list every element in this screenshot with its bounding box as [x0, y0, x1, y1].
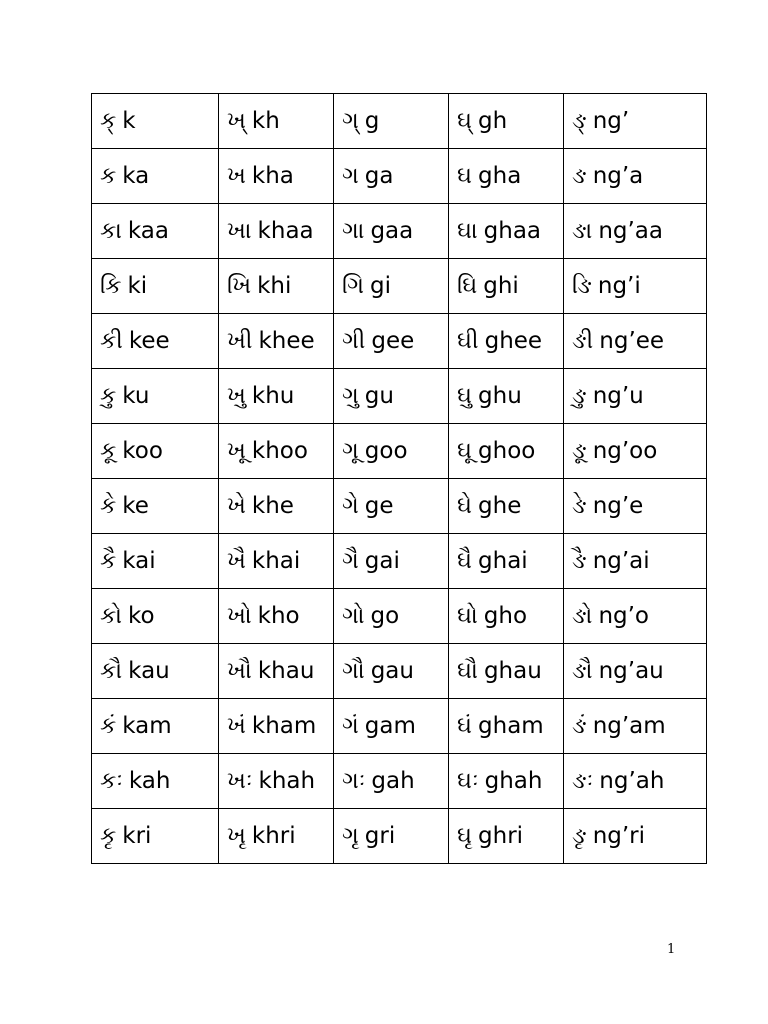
table-cell [449, 534, 564, 589]
gujarati-glyph: કં [100, 713, 117, 739]
table-row [92, 534, 707, 589]
gujarati-glyph: ક્ [100, 108, 117, 134]
gujarati-glyph: ઘો [457, 603, 478, 629]
gujarati-glyph: ગૌ [342, 658, 365, 684]
table-cell [564, 754, 707, 809]
table-cell [334, 479, 449, 534]
transliteration: ng’au [598, 658, 664, 684]
table-cell [92, 369, 219, 424]
table-cell [334, 644, 449, 699]
transliteration: ng’o [598, 603, 649, 629]
table-cell [449, 589, 564, 644]
transliteration: kee [128, 328, 170, 354]
table-cell [449, 369, 564, 424]
table-cell [219, 644, 334, 699]
table-row [92, 204, 707, 259]
table-cell [449, 94, 564, 149]
table-cell [334, 369, 449, 424]
transliteration: khi [257, 273, 292, 299]
gujarati-glyph: ખૃ [227, 823, 246, 849]
transliteration: k [122, 108, 136, 134]
transliteration: goo [364, 438, 408, 464]
table-cell [334, 204, 449, 259]
transliteration: gam [364, 713, 416, 739]
gujarati-glyph: કી [100, 328, 123, 354]
table-cell [219, 94, 334, 149]
table-cell [334, 809, 449, 864]
table-cell [449, 809, 564, 864]
table-row [92, 149, 707, 204]
transliteration: kau [128, 658, 170, 684]
table-cell [219, 699, 334, 754]
table-cell [92, 149, 219, 204]
table-cell [449, 644, 564, 699]
table-cell [92, 479, 219, 534]
gujarati-glyph: ગી [342, 328, 366, 354]
transliteration: ke [122, 493, 149, 519]
transliteration: ghau [483, 658, 542, 684]
table-cell [219, 259, 334, 314]
transliteration: gai [364, 548, 400, 574]
transliteration: ki [127, 273, 148, 299]
transliteration: ge [364, 493, 394, 519]
gujarati-glyph: ખૌ [227, 658, 252, 684]
gujarati-glyph: ગે [342, 493, 359, 519]
gujarati-glyph: ખિ [227, 273, 252, 299]
transliteration: gah [371, 768, 415, 794]
gujarati-glyph: ઙં [572, 713, 587, 739]
table-cell [334, 149, 449, 204]
table-cell [564, 94, 707, 149]
gujarati-glyph: ઙુ [572, 383, 587, 409]
transliteration: ghi [483, 273, 519, 299]
gujarati-glyph: ઘે [457, 493, 473, 519]
gujarati-glyph: ક [100, 163, 117, 189]
gujarati-glyph: કા [100, 218, 122, 244]
transliteration: kha [251, 163, 294, 189]
gujarati-glyph: ઘૈ [457, 548, 473, 574]
table-cell [334, 699, 449, 754]
transliteration: ku [122, 383, 150, 409]
table-row [92, 699, 707, 754]
gujarati-glyph: ઙૌ [572, 658, 593, 684]
transliteration: ghee [484, 328, 543, 354]
gujarati-glyph: ખં [227, 713, 246, 739]
transliteration: gh [478, 108, 508, 134]
gujarati-glyph: ઙી [572, 328, 594, 354]
table-row [92, 424, 707, 479]
table-cell [219, 479, 334, 534]
transliteration: go [370, 603, 400, 629]
table-cell [92, 644, 219, 699]
table-cell [92, 204, 219, 259]
transliteration: g [364, 108, 380, 134]
table-cell [449, 754, 564, 809]
table-cell [92, 314, 219, 369]
transliteration: ng’ah [599, 768, 665, 794]
transliteration: gho [483, 603, 528, 629]
gujarati-glyph: ગો [342, 603, 365, 629]
gujarati-glyph: કૈ [100, 548, 117, 574]
gujarati-glyph: ખી [227, 328, 253, 354]
table-cell [92, 94, 219, 149]
transliteration: ghah [484, 768, 543, 794]
transliteration: ng’i [597, 273, 641, 299]
transliteration: khe [251, 493, 294, 519]
gujarati-glyph: ખૂ [227, 438, 246, 464]
transliteration: gee [371, 328, 415, 354]
gujarati-glyph: ગઃ [342, 768, 366, 794]
table-cell [219, 149, 334, 204]
table-cell [334, 754, 449, 809]
table-cell [92, 699, 219, 754]
gujarati-glyph: ઙૃ [572, 823, 587, 849]
transliteration: ghe [478, 493, 522, 519]
table-row [92, 94, 707, 149]
table-row [92, 754, 707, 809]
gujarati-glyph: ઙિ [572, 273, 592, 299]
transliteration: kham [251, 713, 317, 739]
gujarati-glyph: કે [100, 493, 117, 519]
gujarati-glyph: ઙૂ [572, 438, 587, 464]
gujarati-glyph: ઙ્ [572, 108, 587, 134]
transliteration: kam [122, 713, 172, 739]
transliteration: gham [478, 713, 544, 739]
table-row [92, 369, 707, 424]
gujarati-glyph: ઙ [572, 163, 587, 189]
transliteration: kri [122, 823, 152, 849]
table-cell [92, 754, 219, 809]
table-cell [334, 259, 449, 314]
table-cell [334, 314, 449, 369]
transliteration: gu [364, 383, 394, 409]
table-row [92, 314, 707, 369]
transliteration: ng’a [592, 163, 644, 189]
table-cell [449, 479, 564, 534]
gujarati-glyph: ગૂ [342, 438, 359, 464]
transliteration: gha [478, 163, 522, 189]
table-row [92, 589, 707, 644]
gujarati-glyph: ઘૌ [457, 658, 478, 684]
gujarati-glyph: ઘિ [457, 273, 478, 299]
gujarati-glyph: કૂ [100, 438, 117, 464]
table-cell [92, 589, 219, 644]
transliteration: kh [251, 108, 280, 134]
transliteration: ng’aa [598, 218, 663, 244]
transliteration: khu [251, 383, 295, 409]
transliteration: ng’ [592, 108, 630, 134]
gujarati-glyph: ઙા [572, 218, 593, 244]
gujarati-glyph: ઙૈ [572, 548, 587, 574]
table-cell [564, 644, 707, 699]
table-cell [219, 204, 334, 259]
table-cell [334, 424, 449, 479]
transliteration: kaa [127, 218, 169, 244]
transliteration: kai [122, 548, 156, 574]
gujarati-glyph: ઘઃ [457, 768, 479, 794]
table-cell [219, 589, 334, 644]
gujarati-glyph: ગિ [342, 273, 364, 299]
gujarati-glyph: ઘૃ [457, 823, 473, 849]
table-cell [219, 809, 334, 864]
gujarati-glyph: ઘા [457, 218, 478, 244]
table-cell [92, 424, 219, 479]
table-cell [92, 809, 219, 864]
gujarati-glyph: ગા [342, 218, 365, 244]
table-cell [219, 369, 334, 424]
table-cell [564, 314, 707, 369]
transliteration: khai [251, 548, 301, 574]
transliteration: gri [364, 823, 396, 849]
table-cell [449, 259, 564, 314]
transliteration: ng’u [592, 383, 644, 409]
gujarati-syllabary-table [91, 93, 707, 864]
table-cell [449, 204, 564, 259]
transliteration: khoo [251, 438, 308, 464]
transliteration: ko [128, 603, 155, 629]
table-cell [92, 259, 219, 314]
transliteration: ng’oo [592, 438, 658, 464]
gujarati-glyph: ખ્ [227, 108, 246, 134]
transliteration: ng’am [592, 713, 666, 739]
transliteration: ng’ai [592, 548, 650, 574]
table-cell [564, 699, 707, 754]
gujarati-glyph: ઙે [572, 493, 587, 519]
transliteration: ghu [478, 383, 522, 409]
gujarati-glyph: ખા [227, 218, 252, 244]
transliteration: kah [128, 768, 171, 794]
table-cell [449, 314, 564, 369]
transliteration: ghri [478, 823, 524, 849]
table-row [92, 809, 707, 864]
table-cell [564, 369, 707, 424]
table-cell [449, 699, 564, 754]
table-row [92, 644, 707, 699]
transliteration: ga [364, 163, 394, 189]
gujarati-glyph: કો [100, 603, 122, 629]
table-cell [92, 534, 219, 589]
gujarati-glyph: ઙઃ [572, 768, 594, 794]
gujarati-glyph: ખૈ [227, 548, 246, 574]
table-cell [564, 259, 707, 314]
transliteration: ghai [478, 548, 528, 574]
gujarati-glyph: ઘ્ [457, 108, 473, 134]
gujarati-glyph: ગુ [342, 383, 359, 409]
transliteration: ng’ee [599, 328, 665, 354]
table-cell [334, 589, 449, 644]
gujarati-glyph: કુ [100, 383, 117, 409]
transliteration: ng’e [592, 493, 644, 519]
table-cell [564, 479, 707, 534]
gujarati-glyph: ઘૂ [457, 438, 473, 464]
gujarati-glyph: ઘી [457, 328, 479, 354]
gujarati-glyph: ખે [227, 493, 246, 519]
table-cell [564, 204, 707, 259]
transliteration: khri [251, 823, 296, 849]
transliteration: ghaa [483, 218, 542, 244]
table-cell [219, 754, 334, 809]
gujarati-glyph: ખો [227, 603, 252, 629]
table-cell [219, 534, 334, 589]
transliteration: khaa [257, 218, 314, 244]
gujarati-glyph: ઘુ [457, 383, 473, 409]
gujarati-glyph: ગૃ [342, 823, 359, 849]
transliteration: ghoo [478, 438, 536, 464]
table-cell [449, 149, 564, 204]
gujarati-glyph: ઙો [572, 603, 593, 629]
table-row [92, 479, 707, 534]
table-cell [449, 424, 564, 479]
table-cell [334, 94, 449, 149]
table-cell [564, 149, 707, 204]
gujarati-glyph: ગ્ [342, 108, 359, 134]
table-row [92, 259, 707, 314]
transliteration: ka [122, 163, 150, 189]
transliteration: khau [257, 658, 315, 684]
transliteration: ng’ri [592, 823, 646, 849]
table-cell [564, 589, 707, 644]
transliteration: kho [257, 603, 300, 629]
gujarati-glyph: ઘ [457, 163, 473, 189]
table-cell [219, 314, 334, 369]
transliteration: khah [258, 768, 316, 794]
gujarati-glyph: ઘં [457, 713, 473, 739]
transliteration: gaa [370, 218, 414, 244]
gujarati-glyph: કૌ [100, 658, 123, 684]
table-cell [334, 534, 449, 589]
gujarati-glyph: ગં [342, 713, 359, 739]
table-cell [564, 424, 707, 479]
gujarati-glyph: ગ [342, 163, 359, 189]
gujarati-glyph: ખુ [227, 383, 246, 409]
gujarati-glyph: ગૈ [342, 548, 359, 574]
page-number: 1 [667, 942, 676, 957]
gujarati-glyph: ખ [227, 163, 246, 189]
gujarati-glyph: ખઃ [227, 768, 253, 794]
transliteration: gau [370, 658, 414, 684]
transliteration: koo [122, 438, 163, 464]
transliteration: gi [370, 273, 391, 299]
gujarati-glyph: કૃ [100, 823, 117, 849]
table-cell [564, 534, 707, 589]
table-cell [564, 809, 707, 864]
table-cell [219, 424, 334, 479]
gujarati-glyph: કિ [100, 273, 122, 299]
transliteration: khee [258, 328, 315, 354]
table-body [92, 94, 707, 864]
gujarati-glyph: કઃ [100, 768, 123, 794]
